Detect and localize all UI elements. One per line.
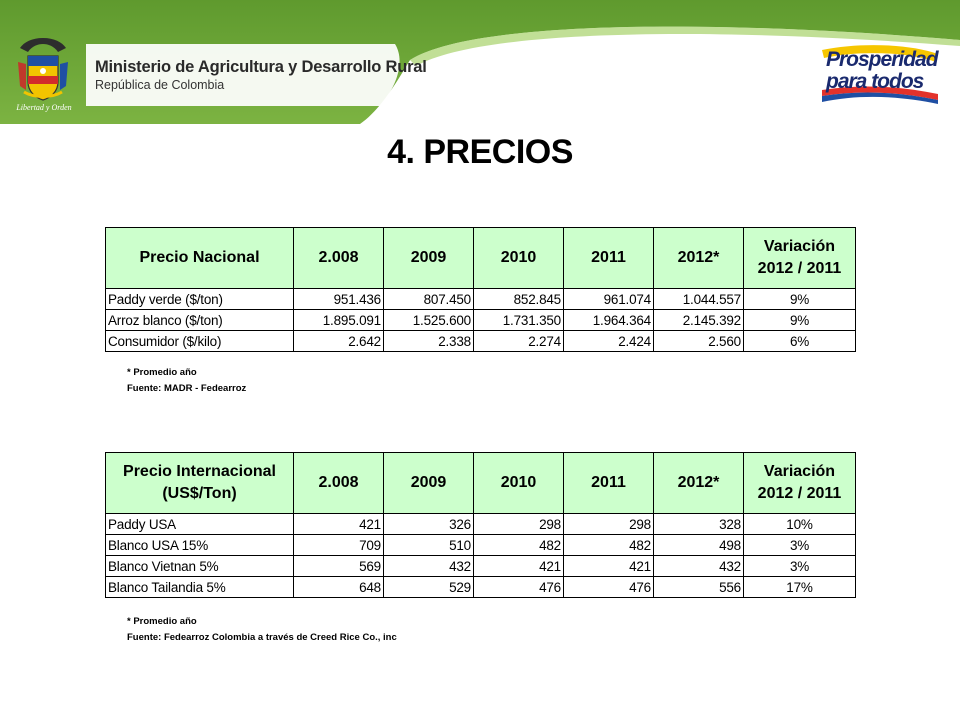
value-cell: 2.145.392 [654,310,744,331]
table-row [106,289,856,310]
value-cell: 421 [474,556,564,577]
value-cell: 328 [654,514,744,535]
table-header-row [106,228,856,289]
colombia-coat-of-arms-icon [10,34,76,104]
value-cell: 476 [564,577,654,598]
value-cell: 556 [654,577,744,598]
international-note: * Promedio año [127,616,197,627]
row-label: Arroz blanco ($/ton) [106,310,294,331]
value-cell: 1.731.350 [474,310,564,331]
value-cell: 1.895.091 [294,310,384,331]
table-row [106,310,856,331]
variation-cell: 17% [744,577,856,598]
international-price-table [105,452,856,598]
ministry-subtitle: República de Colombia [95,78,225,92]
value-cell: 421 [564,556,654,577]
value-cell: 498 [654,535,744,556]
brand-line1: Prosperidad [826,48,938,71]
value-cell: 2.560 [654,331,744,352]
value-cell: 510 [384,535,474,556]
variation-cell: 6% [744,331,856,352]
value-cell: 1.044.557 [654,289,744,310]
value-cell: 709 [294,535,384,556]
header-band [0,0,960,124]
header-cell: 2009 [384,453,474,514]
header-cell: 2.008 [294,228,384,289]
header-cell: Variación 2012 / 2011 [744,453,856,514]
row-label: Consumidor ($/kilo) [106,331,294,352]
value-cell: 852.845 [474,289,564,310]
value-cell: 2.274 [474,331,564,352]
header-cell: Variación 2012 / 2011 [744,228,856,289]
header-cell: 2012* [654,453,744,514]
national-price-table [105,227,856,352]
value-cell: 1.525.600 [384,310,474,331]
table-row [106,577,856,598]
international-source: Fuente: Fedearroz Colombia a través de Creed Rice Co., inc [127,632,397,643]
header-cell: 2011 [564,228,654,289]
header-cell: 2012* [654,228,744,289]
value-cell: 432 [654,556,744,577]
brand-logo [820,44,940,104]
value-cell: 326 [384,514,474,535]
table-row [106,331,856,352]
value-cell: 529 [384,577,474,598]
value-cell: 432 [384,556,474,577]
variation-cell: 10% [744,514,856,535]
table-row [106,556,856,577]
national-source: Fuente: MADR - Fedearroz [127,383,247,394]
table-row [106,535,856,556]
value-cell: 298 [564,514,654,535]
variation-cell: 3% [744,535,856,556]
header-cell: 2.008 [294,453,384,514]
value-cell: 476 [474,577,564,598]
value-cell: 482 [474,535,564,556]
row-label: Paddy USA [106,514,294,535]
value-cell: 1.964.364 [564,310,654,331]
page-title: 4. PRECIOS [387,133,573,171]
value-cell: 951.436 [294,289,384,310]
table-row [106,514,856,535]
value-cell: 298 [474,514,564,535]
value-cell: 2.424 [564,331,654,352]
value-cell: 2.338 [384,331,474,352]
variation-cell: 3% [744,556,856,577]
variation-cell: 9% [744,310,856,331]
row-label: Blanco Tailandia 5% [106,577,294,598]
brand-line2: para todos [826,70,924,93]
variation-cell: 9% [744,289,856,310]
row-label: Blanco USA 15% [106,535,294,556]
row-label: Paddy verde ($/ton) [106,289,294,310]
table-header-row [106,453,856,514]
national-note: * Promedio año [127,367,197,378]
row-label: Blanco Vietnan 5% [106,556,294,577]
header-cell: 2011 [564,453,654,514]
crest [10,34,76,114]
header-cell: 2010 [474,228,564,289]
value-cell: 961.074 [564,289,654,310]
motto-caption: Libertad y Orden [16,103,72,112]
header-cell: Precio Internacional (US$/Ton) [106,453,294,514]
value-cell: 648 [294,577,384,598]
value-cell: 421 [294,514,384,535]
header-cell: 2009 [384,228,474,289]
value-cell: 482 [564,535,654,556]
header-cell: Precio Nacional [106,228,294,289]
value-cell: 569 [294,556,384,577]
header-cell: 2010 [474,453,564,514]
value-cell: 2.642 [294,331,384,352]
value-cell: 807.450 [384,289,474,310]
ministry-title: Ministerio de Agricultura y Desarrollo Rural [95,58,427,76]
